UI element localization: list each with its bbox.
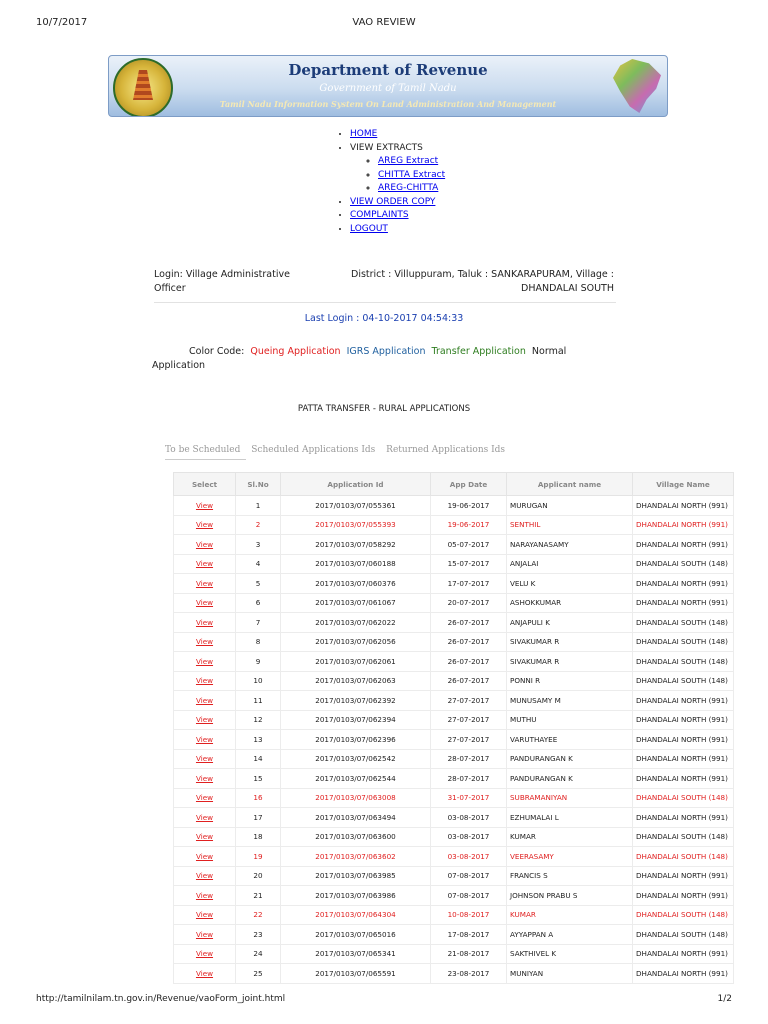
view-link[interactable]: View — [195, 695, 214, 705]
cell-select — [174, 652, 236, 672]
cell-app-date: 27-07-2017 — [431, 730, 507, 750]
table-row — [174, 808, 734, 828]
table-row — [174, 710, 734, 730]
cell-app-date: 07-08-2017 — [431, 886, 507, 906]
cell-application-id: 2017/0103/07/063985 — [281, 866, 431, 886]
table-row — [174, 554, 734, 574]
legend-queing: Queing Application — [250, 346, 341, 357]
last-login: Last Login : 04-10-2017 04:54:33 — [304, 313, 464, 324]
cell-select — [174, 535, 236, 555]
legend-normal: Normal Application — [152, 346, 567, 371]
header-banner — [108, 55, 668, 117]
view-link[interactable]: View — [195, 871, 214, 881]
cell-app-date: 26-07-2017 — [431, 613, 507, 633]
view-link[interactable]: View — [195, 598, 214, 608]
cell-application-id: 2017/0103/07/060376 — [281, 574, 431, 594]
menu-logout-link[interactable]: LOGOUT — [350, 223, 388, 234]
menu-areg-chitta-link[interactable]: AREG-CHITTA — [378, 183, 439, 193]
cell-app-date: 17-07-2017 — [431, 574, 507, 594]
cell-village-name: DHANDALAI NORTH (991) — [633, 886, 734, 906]
cell-select — [174, 691, 236, 711]
applications-table — [173, 472, 734, 984]
cell-application-id: 2017/0103/07/062394 — [281, 710, 431, 730]
cell-slno: 15 — [236, 769, 281, 789]
view-link[interactable]: View — [195, 734, 214, 744]
cell-application-id: 2017/0103/07/060188 — [281, 554, 431, 574]
table-row — [174, 925, 734, 945]
view-link[interactable]: View — [195, 754, 214, 764]
print-url: http://tamilnilam.tn.gov.in/Revenue/vaoForm_joint.html — [36, 994, 286, 1004]
view-link[interactable]: View — [195, 949, 214, 959]
cell-slno: 11 — [236, 691, 281, 711]
table-row — [174, 866, 734, 886]
cell-app-date: 17-08-2017 — [431, 925, 507, 945]
cell-application-id: 2017/0103/07/055361 — [281, 496, 431, 516]
menu-chitta-extract-link[interactable]: CHITTA Extract — [378, 169, 446, 180]
menu-view-order-copy-link[interactable]: VIEW ORDER COPY — [350, 196, 436, 207]
cell-slno: 5 — [236, 574, 281, 594]
district-info: District : Villuppuram, Taluk : SANKARAPURAM, Village : DHANDALAI SOUTH — [351, 269, 614, 294]
cell-applicant-name: JOHNSON PRABU S — [507, 886, 633, 906]
cell-applicant-name: VEERASAMY — [507, 847, 633, 867]
cell-village-name: DHANDALAI NORTH (991) — [633, 866, 734, 886]
cell-application-id: 2017/0103/07/062022 — [281, 613, 431, 633]
cell-village-name: DHANDALAI SOUTH (148) — [633, 847, 734, 867]
cell-select — [174, 632, 236, 652]
color-code-label: Color Code: — [189, 346, 245, 357]
cell-app-date: 10-08-2017 — [431, 905, 507, 925]
cell-village-name: DHANDALAI SOUTH (148) — [633, 613, 734, 633]
cell-application-id: 2017/0103/07/062396 — [281, 730, 431, 750]
print-date: 10/7/2017 — [36, 17, 88, 28]
table-row — [174, 671, 734, 691]
cell-village-name: DHANDALAI NORTH (991) — [633, 944, 734, 964]
print-page-number: 1/2 — [717, 994, 732, 1004]
tab-to-be-scheduled[interactable]: To be Scheduled — [165, 445, 246, 460]
cell-select — [174, 554, 236, 574]
cell-applicant-name: KUMAR — [507, 827, 633, 847]
cell-slno: 19 — [236, 847, 281, 867]
cell-village-name: DHANDALAI NORTH (991) — [633, 535, 734, 555]
cell-applicant-name: VELU K — [507, 574, 633, 594]
cell-applicant-name: NARAYANASAMY — [507, 535, 633, 555]
cell-slno: 7 — [236, 613, 281, 633]
cell-app-date: 26-07-2017 — [431, 671, 507, 691]
view-link[interactable]: View — [195, 715, 214, 725]
cell-slno: 16 — [236, 788, 281, 808]
cell-slno: 24 — [236, 944, 281, 964]
cell-app-date: 03-08-2017 — [431, 847, 507, 867]
cell-application-id: 2017/0103/07/063494 — [281, 808, 431, 828]
cell-select — [174, 964, 236, 984]
cell-application-id: 2017/0103/07/062544 — [281, 769, 431, 789]
cell-village-name: DHANDALAI SOUTH (148) — [633, 827, 734, 847]
table-row — [174, 944, 734, 964]
cell-app-date: 26-07-2017 — [431, 632, 507, 652]
view-link[interactable]: View — [195, 578, 214, 588]
col-header-select: Select — [174, 473, 236, 496]
cell-app-date: 23-08-2017 — [431, 964, 507, 984]
view-link[interactable]: View — [195, 793, 214, 803]
cell-applicant-name: ANJAPULI K — [507, 613, 633, 633]
cell-application-id: 2017/0103/07/063600 — [281, 827, 431, 847]
view-link[interactable]: View — [195, 676, 214, 686]
cell-applicant-name: SUBRAMANIYAN — [507, 788, 633, 808]
cell-app-date: 28-07-2017 — [431, 769, 507, 789]
cell-application-id: 2017/0103/07/064304 — [281, 905, 431, 925]
cell-application-id: 2017/0103/07/062061 — [281, 652, 431, 672]
table-row — [174, 847, 734, 867]
view-link[interactable]: View — [195, 500, 214, 510]
cell-slno: 18 — [236, 827, 281, 847]
cell-slno: 10 — [236, 671, 281, 691]
cell-application-id: 2017/0103/07/055393 — [281, 515, 431, 535]
cell-select — [174, 905, 236, 925]
cell-village-name: DHANDALAI NORTH (991) — [633, 593, 734, 613]
cell-select — [174, 827, 236, 847]
cell-slno: 12 — [236, 710, 281, 730]
cell-app-date: 20-07-2017 — [431, 593, 507, 613]
cell-applicant-name: SAKTHIVEL K — [507, 944, 633, 964]
cell-applicant-name: ASHOKKUMAR — [507, 593, 633, 613]
cell-select — [174, 808, 236, 828]
menu-view-extracts: VIEW EXTRACTS — [350, 142, 423, 153]
cell-select — [174, 925, 236, 945]
menu-areg-extract-link[interactable]: AREG Extract — [378, 156, 439, 166]
cell-applicant-name: VARUTHAYEE — [507, 730, 633, 750]
cell-village-name: DHANDALAI NORTH (991) — [633, 808, 734, 828]
cell-slno: 6 — [236, 593, 281, 613]
cell-application-id: 2017/0103/07/062063 — [281, 671, 431, 691]
cell-applicant-name: SIVAKUMAR R — [507, 652, 633, 672]
cell-app-date: 03-08-2017 — [431, 827, 507, 847]
cell-application-id: 2017/0103/07/058292 — [281, 535, 431, 555]
view-link[interactable]: View — [195, 968, 214, 978]
cell-village-name: DHANDALAI SOUTH (148) — [633, 652, 734, 672]
cell-select — [174, 749, 236, 769]
department-title: Department of Revenue — [288, 61, 488, 79]
view-link[interactable]: View — [195, 559, 214, 569]
view-link[interactable]: View — [195, 851, 214, 861]
cell-village-name: DHANDALAI SOUTH (148) — [633, 632, 734, 652]
view-link[interactable]: View — [195, 637, 214, 647]
view-link[interactable]: View — [195, 812, 214, 822]
cell-village-name: DHANDALAI SOUTH (148) — [633, 554, 734, 574]
view-link[interactable]: View — [195, 617, 214, 627]
cell-application-id: 2017/0103/07/062392 — [281, 691, 431, 711]
system-tagline: Tamil Nadu Information System On Land Administration And Management — [219, 99, 557, 109]
cell-applicant-name: PANDURANGAN K — [507, 749, 633, 769]
cell-applicant-name: KUMAR — [507, 905, 633, 925]
cell-application-id: 2017/0103/07/062056 — [281, 632, 431, 652]
view-link[interactable]: View — [195, 773, 214, 783]
cell-select — [174, 574, 236, 594]
view-link[interactable]: View — [195, 910, 214, 920]
cell-village-name: DHANDALAI SOUTH (148) — [633, 671, 734, 691]
col-header-app-date: App Date — [431, 473, 507, 496]
table-row — [174, 886, 734, 906]
cell-app-date: 31-07-2017 — [431, 788, 507, 808]
cell-select — [174, 671, 236, 691]
table-row — [174, 788, 734, 808]
table-row — [174, 827, 734, 847]
cell-app-date: 21-08-2017 — [431, 944, 507, 964]
cell-applicant-name: MUTHU — [507, 710, 633, 730]
print-title: VAO REVIEW — [352, 17, 416, 28]
view-link[interactable]: View — [195, 656, 214, 666]
cell-select — [174, 944, 236, 964]
cell-village-name: DHANDALAI NORTH (991) — [633, 730, 734, 750]
table-row — [174, 652, 734, 672]
cell-app-date: 28-07-2017 — [431, 749, 507, 769]
cell-slno: 21 — [236, 886, 281, 906]
table-row — [174, 749, 734, 769]
main-menu — [336, 128, 445, 236]
divider — [154, 302, 616, 303]
cell-application-id: 2017/0103/07/062542 — [281, 749, 431, 769]
cell-app-date: 26-07-2017 — [431, 652, 507, 672]
cell-slno: 25 — [236, 964, 281, 984]
cell-app-date: 15-07-2017 — [431, 554, 507, 574]
col-header-applicant-name: Applicant name — [507, 473, 633, 496]
cell-slno: 9 — [236, 652, 281, 672]
cell-select — [174, 730, 236, 750]
cell-village-name: DHANDALAI NORTH (991) — [633, 769, 734, 789]
cell-slno: 1 — [236, 496, 281, 516]
cell-applicant-name: SENTHIL — [507, 515, 633, 535]
login-info: Login: Village Administrative Officer — [154, 269, 290, 294]
menu-complaints-link[interactable]: COMPLAINTS — [350, 210, 409, 220]
view-link[interactable]: View — [195, 929, 214, 939]
cell-slno: 17 — [236, 808, 281, 828]
cell-slno: 23 — [236, 925, 281, 945]
cell-applicant-name: SIVAKUMAR R — [507, 632, 633, 652]
cell-select — [174, 847, 236, 867]
cell-village-name: DHANDALAI SOUTH (148) — [633, 905, 734, 925]
cell-select — [174, 710, 236, 730]
cell-app-date: 03-08-2017 — [431, 808, 507, 828]
cell-village-name: DHANDALAI NORTH (991) — [633, 574, 734, 594]
cell-applicant-name: FRANCIS S — [507, 866, 633, 886]
col-header-application-id: Application Id — [281, 473, 431, 496]
cell-applicant-name: MURUGAN — [507, 496, 633, 516]
cell-slno: 8 — [236, 632, 281, 652]
cell-applicant-name: PONNI R — [507, 671, 633, 691]
cell-app-date: 05-07-2017 — [431, 535, 507, 555]
cell-application-id: 2017/0103/07/065591 — [281, 964, 431, 984]
cell-select — [174, 613, 236, 633]
cell-application-id: 2017/0103/07/065016 — [281, 925, 431, 945]
cell-app-date: 19-06-2017 — [431, 515, 507, 535]
cell-select — [174, 788, 236, 808]
cell-village-name: DHANDALAI NORTH (991) — [633, 749, 734, 769]
cell-app-date: 19-06-2017 — [431, 496, 507, 516]
cell-slno: 2 — [236, 515, 281, 535]
cell-application-id: 2017/0103/07/063008 — [281, 788, 431, 808]
cell-application-id: 2017/0103/07/061067 — [281, 593, 431, 613]
legend-igrs: IGRS Application — [346, 346, 426, 357]
view-link[interactable]: View — [195, 539, 214, 549]
cell-applicant-name: EZHUMALAI L — [507, 808, 633, 828]
col-header-slno: Sl.No — [236, 473, 281, 496]
cell-app-date: 27-07-2017 — [431, 691, 507, 711]
cell-select — [174, 866, 236, 886]
table-row — [174, 515, 734, 535]
application-tabs — [165, 445, 513, 460]
cell-select — [174, 886, 236, 906]
cell-slno: 3 — [236, 535, 281, 555]
cell-select — [174, 769, 236, 789]
cell-application-id: 2017/0103/07/063602 — [281, 847, 431, 867]
cell-village-name: DHANDALAI NORTH (991) — [633, 964, 734, 984]
view-link[interactable]: View — [195, 890, 214, 900]
table-row — [174, 535, 734, 555]
cell-slno: 22 — [236, 905, 281, 925]
menu-home-link[interactable]: HOME — [350, 129, 378, 139]
cell-applicant-name: MUNIYAN — [507, 964, 633, 984]
cell-slno: 4 — [236, 554, 281, 574]
cell-village-name: DHANDALAI SOUTH (148) — [633, 788, 734, 808]
table-header-row — [174, 473, 734, 496]
cell-village-name: DHANDALAI NORTH (991) — [633, 496, 734, 516]
table-row — [174, 613, 734, 633]
table-row — [174, 574, 734, 594]
cell-select — [174, 515, 236, 535]
tab-scheduled-applications[interactable]: Scheduled Applications Ids — [251, 445, 376, 455]
table-row — [174, 593, 734, 613]
cell-applicant-name: AYYAPPAN A — [507, 925, 633, 945]
cell-applicant-name: PANDURANGAN K — [507, 769, 633, 789]
cell-app-date: 07-08-2017 — [431, 866, 507, 886]
table-row — [174, 905, 734, 925]
cell-slno: 13 — [236, 730, 281, 750]
legend-transfer: Transfer Application — [431, 346, 526, 357]
cell-village-name: DHANDALAI SOUTH (148) — [633, 925, 734, 945]
table-row — [174, 964, 734, 984]
col-header-village-name: Village Name — [633, 473, 734, 496]
section-title: PATTA TRANSFER - RURAL APPLICATIONS — [297, 404, 471, 414]
table-row — [174, 769, 734, 789]
view-link[interactable]: View — [195, 832, 214, 842]
cell-village-name: DHANDALAI NORTH (991) — [633, 515, 734, 535]
color-code-legend — [152, 345, 614, 373]
tab-returned-applications[interactable]: Returned Applications Ids — [386, 445, 506, 455]
table-row — [174, 730, 734, 750]
government-subtitle: Government of Tamil Nadu — [319, 83, 457, 94]
cell-village-name: DHANDALAI NORTH (991) — [633, 710, 734, 730]
table-row — [174, 496, 734, 516]
cell-application-id: 2017/0103/07/063986 — [281, 886, 431, 906]
cell-app-date: 27-07-2017 — [431, 710, 507, 730]
cell-select — [174, 593, 236, 613]
cell-applicant-name: ANJALAI — [507, 554, 633, 574]
cell-village-name: DHANDALAI NORTH (991) — [633, 691, 734, 711]
cell-applicant-name: MUNUSAMY M — [507, 691, 633, 711]
view-link[interactable]: View — [195, 520, 214, 530]
table-row — [174, 691, 734, 711]
cell-slno: 14 — [236, 749, 281, 769]
cell-application-id: 2017/0103/07/065341 — [281, 944, 431, 964]
table-row — [174, 632, 734, 652]
cell-select — [174, 496, 236, 516]
cell-slno: 20 — [236, 866, 281, 886]
